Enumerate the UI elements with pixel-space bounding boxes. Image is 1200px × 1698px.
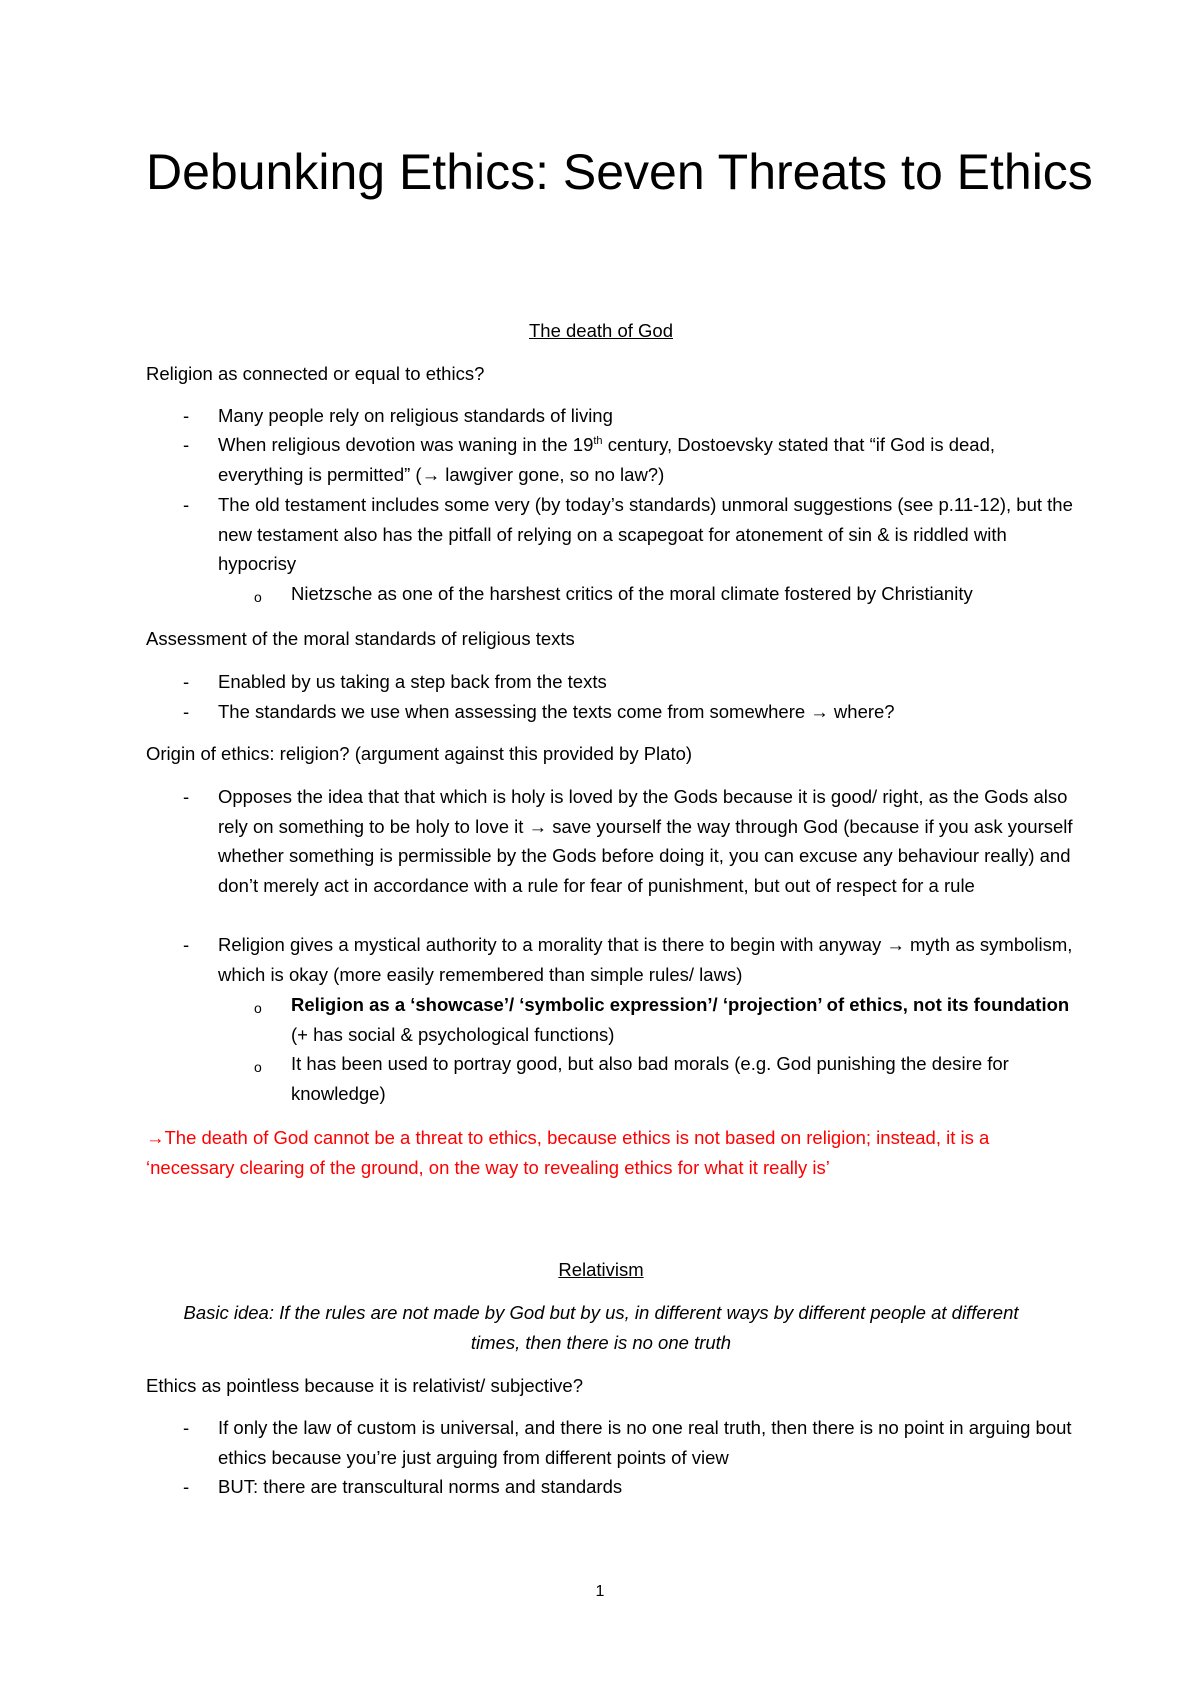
question-assessment: Assessment of the moral standards of religious texts	[146, 628, 575, 649]
list-item: The old testament includes some very (by today’s standards) unmoral suggestions (see p.11-12), but the new testament also has the pitfall of relying on a scapegoat for atonement of sin & is riddled with hypocrisy	[218, 494, 1073, 574]
list-item: Enabled by us taking a step back from the texts	[218, 671, 607, 692]
basic-idea: Basic idea: If the rules are not made by God but by us, in different ways by different people at different times, then there is no one truth	[183, 1302, 1019, 1353]
sub-list-item	[291, 990, 1071, 1049]
dash-marker: -	[183, 405, 190, 426]
list-item: Opposes the idea that that which is holy is loved by the Gods because it is good/ right, as the Gods also rely on something to be holy to love it → save yourself the way through God (because if you ask yourself whether something is permissible by the Gods before doing it, you can excuse any behaviour really) and don’t merely act in accordance with a rule for fear of punishment, but out of respect for a rule	[218, 786, 1073, 896]
bold-text: Religion as a ‘showcase’/ ‘symbolic expression’/ ‘projection’ of ethics, not its foundation	[291, 994, 1070, 1015]
bullet-marker: o	[254, 1000, 262, 1016]
text-span: When religious devotion was waning in the 19	[218, 434, 594, 455]
sub-list-item: It has been used to portray good, but also bad morals (e.g. God punishing the desire for knowledge)	[291, 1053, 1009, 1104]
superscript: th	[593, 434, 603, 447]
dash-marker: -	[183, 494, 190, 515]
dash-marker: -	[183, 934, 190, 955]
section-heading-death-of-god: The death of God	[529, 320, 673, 341]
dash-marker: -	[183, 786, 190, 807]
dash-marker: -	[183, 1417, 190, 1438]
question-religion-ethics: Religion as connected or equal to ethics?	[146, 363, 485, 384]
question-relativism: Ethics as pointless because it is relativist/ subjective?	[146, 1375, 584, 1396]
list-item: Many people rely on religious standards of living	[218, 405, 613, 426]
list-item: Religion gives a mystical authority to a morality that is there to begin with anyway → myth as symbolism, which is okay (more easily remembered than simple rules/ laws)	[218, 934, 1073, 985]
dash-marker: -	[183, 671, 190, 692]
page-number: 1	[595, 1583, 605, 1600]
list-item: If only the law of custom is universal, and there is no one real truth, then there is no point in arguing bout ethics because you’re just arguing from different points of view	[218, 1417, 1072, 1468]
dash-marker: -	[183, 434, 190, 455]
text-span: century, Dostoevsky stated that “if God is dead, everything is permitted” (→ lawgiver gone, so no law?)	[218, 434, 996, 485]
conclusion-text: →The death of God cannot be a threat to ethics, because ethics is not based on religion; instead, it is a ‘necessary clearing of the ground, on the way to revealing ethics for what it really is’	[146, 1127, 990, 1178]
dash-marker: -	[183, 1476, 190, 1497]
list-item: The standards we use when assessing the texts come from somewhere → where?	[218, 701, 895, 722]
dash-marker: -	[183, 701, 190, 722]
document-title: Debunking Ethics: Seven Threats to Ethics	[146, 144, 1093, 200]
bullet-marker: o	[254, 1059, 262, 1075]
list-item: BUT: there are transcultural norms and standards	[218, 1476, 623, 1497]
list-item	[218, 430, 1078, 489]
section-heading-relativism: Relativism	[558, 1259, 644, 1280]
text-span: (+ has social & psychological functions)	[291, 1023, 615, 1045]
bullet-marker: o	[254, 589, 262, 605]
question-origin: Origin of ethics: religion? (argument against this provided by Plato)	[146, 743, 693, 764]
sub-list-item: Nietzsche as one of the harshest critics of the moral climate fostered by Christianity	[291, 583, 973, 604]
